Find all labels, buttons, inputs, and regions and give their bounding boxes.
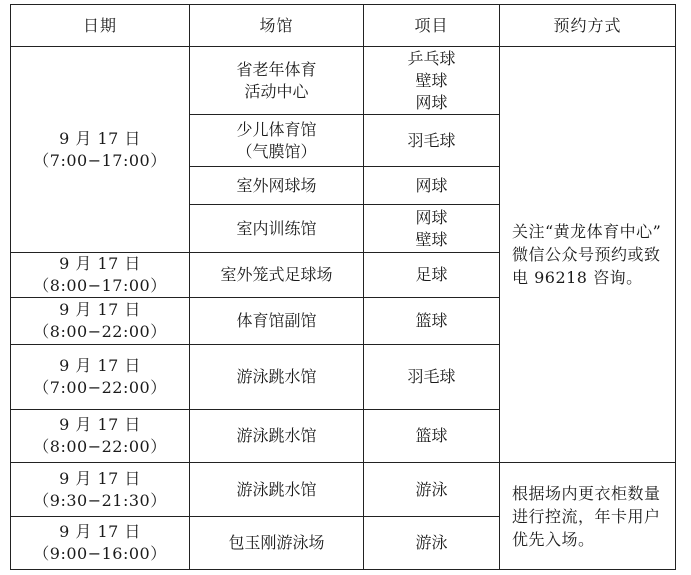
- venue-text: 活动中心: [244, 81, 309, 101]
- venue-cell: [190, 115, 364, 167]
- venue-cell: [190, 298, 364, 345]
- time-text: （8:00−22:00）: [33, 437, 167, 456]
- date-text: 9 月 17 日: [59, 468, 141, 488]
- item-cell: [364, 253, 500, 298]
- item-cell: [364, 517, 500, 570]
- venue-text: 室外网球场: [236, 175, 317, 195]
- item-cell: [364, 47, 500, 115]
- venue-text: 游泳跳水馆: [236, 367, 317, 386]
- date-cell: [11, 517, 190, 570]
- header-row: [11, 5, 676, 47]
- booking-note-cell: [500, 47, 676, 463]
- venue-text: 室外笼式足球场: [220, 265, 333, 284]
- schedule-table: [10, 4, 676, 570]
- item-text: 篮球: [415, 426, 448, 445]
- item-text: 网球: [415, 92, 448, 112]
- item-cell: [364, 345, 500, 410]
- venue-cell: [190, 410, 364, 463]
- time-text: （9:30−21:30）: [33, 490, 167, 510]
- item-text: 网球: [415, 175, 448, 195]
- date-cell: [11, 345, 190, 410]
- venue-cell: [190, 253, 364, 298]
- venue-cell: [190, 463, 364, 517]
- item-text: 游泳: [415, 533, 448, 552]
- date-cell: [11, 410, 190, 463]
- item-text: 游泳: [415, 479, 448, 499]
- date-cell: [11, 253, 190, 298]
- table-row: [11, 463, 676, 517]
- booking-note-line: 进行控流，年卡用户: [512, 506, 661, 526]
- venue-text: 游泳跳水馆: [236, 479, 317, 499]
- date-cell: [11, 298, 190, 345]
- date-text: 9 月 17 日: [59, 300, 141, 319]
- header-item: 项目: [364, 5, 500, 47]
- venue-cell: [190, 517, 364, 570]
- venue-cell: [190, 47, 364, 115]
- date-text: 9 月 17 日: [59, 522, 141, 541]
- item-text: 足球: [415, 265, 448, 284]
- date-cell: [11, 463, 190, 517]
- venue-text: 室内训练馆: [236, 218, 317, 238]
- time-text: （7:00−22:00）: [33, 378, 167, 397]
- date-cell: [11, 47, 190, 253]
- table-row: [11, 47, 676, 115]
- booking-note-line: 电 96218 咨询。: [512, 268, 643, 287]
- item-cell: [364, 410, 500, 463]
- time-text: （7:00−17:00）: [33, 150, 167, 170]
- booking-note-cell: [500, 463, 676, 570]
- item-cell: [364, 463, 500, 517]
- booking-note-line: 微信公众号预约或致: [512, 245, 661, 264]
- item-text: 壁球: [415, 70, 448, 90]
- item-text: 羽毛球: [407, 130, 456, 150]
- item-text: 壁球: [415, 229, 448, 249]
- venue-text: 包玉刚游泳场: [228, 533, 325, 552]
- venue-text: 省老年体育: [236, 59, 317, 79]
- venue-text: 体育馆副馆: [236, 311, 317, 330]
- item-cell: [364, 167, 500, 205]
- header-date: 日期: [11, 5, 190, 47]
- item-cell: [364, 205, 500, 253]
- time-text: （8:00−22:00）: [33, 322, 167, 341]
- booking-note-line: 根据场内更衣柜数量: [512, 483, 661, 503]
- item-cell: [364, 115, 500, 167]
- item-text: 羽毛球: [407, 367, 456, 386]
- header-venue: 场馆: [190, 5, 364, 47]
- venue-cell: [190, 345, 364, 410]
- booking-note-line: 关注“黄龙体育中心”: [512, 222, 662, 241]
- item-cell: [364, 298, 500, 345]
- venue-text: （气膜馆）: [236, 141, 317, 161]
- venue-text: 少儿体育馆: [236, 119, 317, 139]
- item-text: 网球: [415, 207, 448, 227]
- booking-note-line: 优先入场。: [512, 529, 595, 549]
- time-text: （9:00−16:00）: [33, 544, 167, 563]
- item-text: 篮球: [415, 311, 448, 330]
- date-text: 9 月 17 日: [59, 356, 141, 375]
- date-text: 9 月 17 日: [59, 128, 141, 148]
- date-text: 9 月 17 日: [59, 254, 141, 273]
- header-booking: 预约方式: [500, 5, 676, 47]
- venue-cell: [190, 205, 364, 253]
- date-text: 9 月 17 日: [59, 415, 141, 434]
- venue-text: 游泳跳水馆: [236, 426, 317, 445]
- venue-cell: [190, 167, 364, 205]
- item-text: 乒乓球: [407, 48, 456, 68]
- time-text: （8:00−17:00）: [33, 276, 167, 295]
